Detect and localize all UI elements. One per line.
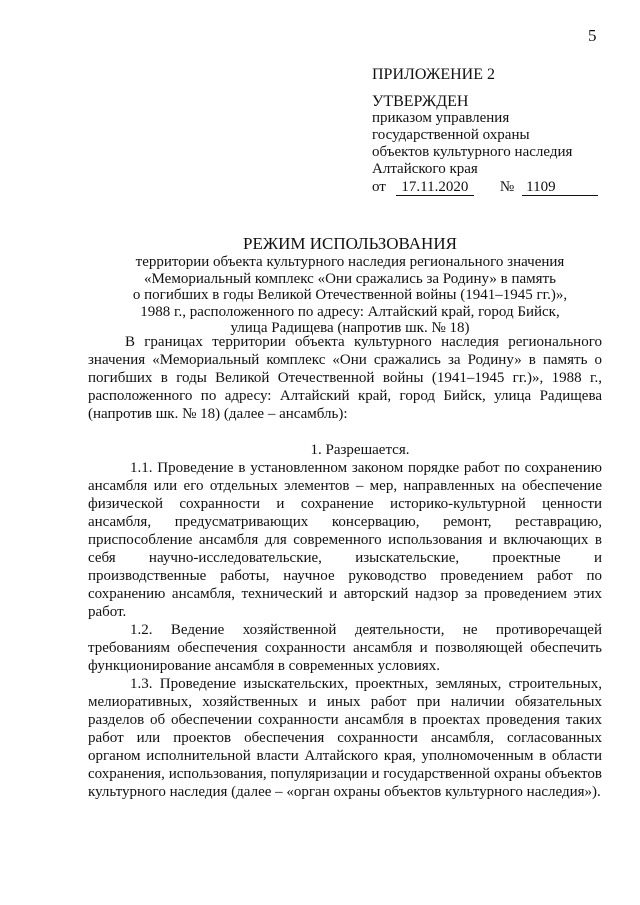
- title-line: о погибших в годы Великой Отечественной войны (1941–1945 гг.)»,: [132, 287, 568, 304]
- order-date-number: [372, 179, 622, 196]
- date-prefix: от: [372, 179, 386, 195]
- section-heading: 1. Разрешается.: [310, 442, 410, 458]
- clause-1-2: 1.2. Ведение хозяйственной деятельности, не противоречащей требованиям обеспечения сохранности ансамбля и позволяющей обеспечить функционирование ансамбля в современных условиях.: [88, 622, 602, 674]
- approval-line: объектов культурного наследия: [372, 144, 573, 160]
- clause-1-3: 1.3. Проведение изыскательских, проектных, земляных, строительных, мелиоративных, хозяйственных и иных работ при наличии обязательных разделов об обеспечении сохранности ансамбля в проектах проведения таких работ или проектов обеспечения сохранности ансамбля, согласованных органом исполнительной власти Алтайского края, уполномоченным в области сохранения, использования, популяризации и государственной охраны объектов культурного наследия (далее – «орган охраны объектов культурного наследия»).: [88, 676, 602, 800]
- title-line: 1988 г., расположенного по адресу: Алтайский край, город Бийск,: [140, 303, 560, 320]
- clause-1-1: 1.1. Проведение в установленном законом порядке работ по сохранению ансамбля или его отдельных элементов – мер, направленных на обеспечение физической сохранности и сохранение историко-культурной ценности ансамбля, предусматривающих консервацию, ремонт, реставрацию, приспособление ансамбля для современного использования и включающих в себя научно-исследовательские, изыскательские, проектные и производственные работы, научное руководство проведением работ по сохранению ансамбля, технический и авторский надзор за проведением этих работ.: [88, 460, 602, 620]
- title-line: территории объекта культурного наследия регионального значения: [135, 254, 565, 270]
- number-prefix: №: [499, 179, 515, 195]
- approval-line: Алтайского края: [372, 161, 478, 177]
- appendix-block: [372, 66, 622, 196]
- intro-paragraph: В границах территории объекта культурного наследия регионального значения «Мемориальный комплекс «Они сражались за Родину» в память о погибших в годы Великой Отечественной войны (1941–1945 гг.)», 1988 г., расположенного по адресу: Алтайский край, город Бийск, улица Радищева (напротив шк. № 18) (далее – ансамбль):: [88, 334, 602, 422]
- title-line: улица Радищева (напротив шк. № 18): [230, 320, 470, 337]
- approved-label: УТВЕРЖДЕН: [372, 93, 469, 110]
- appendix-label: ПРИЛОЖЕНИЕ 2: [372, 66, 496, 83]
- approval-line: государственной охраны: [372, 127, 530, 143]
- title-heading: РЕЖИМ ИСПОЛЬЗОВАНИЯ: [243, 234, 457, 253]
- approval-line: приказом управления: [372, 110, 510, 126]
- page-number: 5: [588, 26, 597, 45]
- title-line: «Мемориальный комплекс «Они сражались за Родину» в память: [144, 270, 556, 287]
- document-body: [88, 333, 602, 801]
- document-title: [80, 234, 620, 337]
- order-date: 17.11.2020: [396, 179, 474, 196]
- order-number: 1109: [522, 179, 598, 196]
